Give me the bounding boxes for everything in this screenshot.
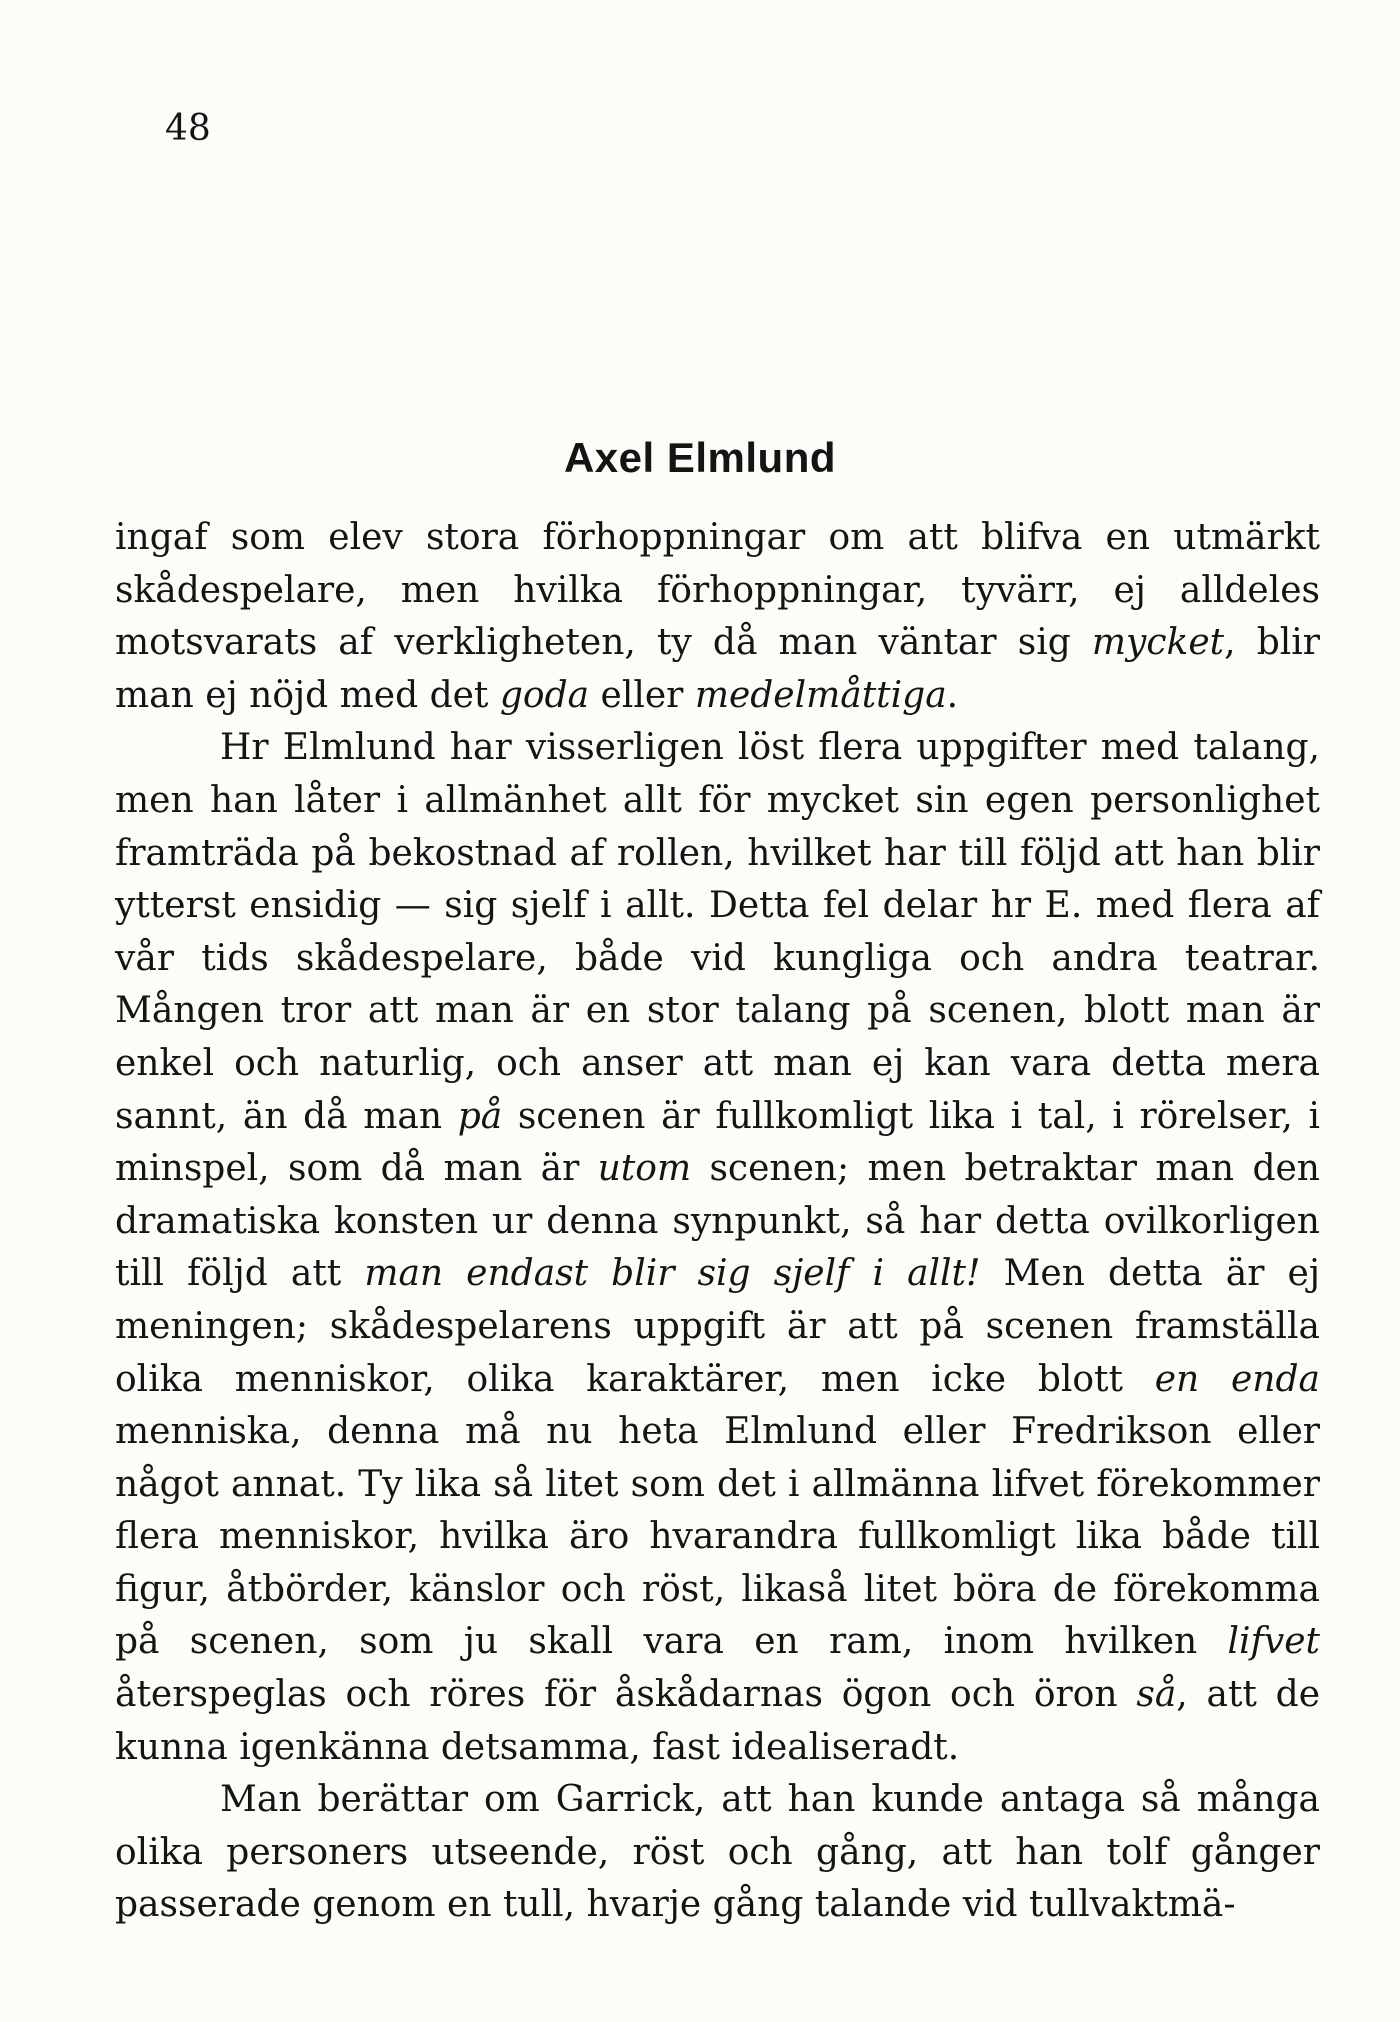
- paragraph: [115, 722, 1320, 1774]
- text-run: ingaf som elev stora förhoppningar om att blifva en utmärkt skådespelare, men hvilka förhoppningar, tyvärr, ej alldeles motsvarats af verkligheten, ty då man väntar sig: [115, 517, 1320, 664]
- italic-text-run: goda: [499, 674, 590, 716]
- text-run: scenen; men betraktar man den dramatiska konsten ur denna synpunkt, så har detta ovilkorligen till följd att: [115, 1148, 1320, 1295]
- text-run: , blir man ej nöjd med det: [115, 622, 1320, 716]
- italic-text-run: utom: [597, 1148, 692, 1190]
- text-run: Men detta är ej meningen; skådespelarens uppgift är att på scenen framställa olika menniskor, olika karaktärer, men icke blott: [115, 1253, 1321, 1400]
- italic-text-run: medelmåttiga: [694, 674, 947, 716]
- text-run: eller: [589, 674, 695, 716]
- text-run: Man berättar om Garrick, att han kunde antaga så många olika personers utseende, röst och gång, att han tolf gånger passerade genom en tull, hvarje gång talande vid tullvaktmä-: [115, 1779, 1320, 1926]
- text-run: menniska, denna må nu heta Elmlund eller Fredrikson eller något annat. Ty lika så litet som det i allmänna lifvet förekommer flera menniskor, hvilka äro hvarandra fullkomligt lika både till figur, åtbörder, känslor och röst, likaså litet böra de förekomma på scenen, som ju skall vara en ram, inom hvilken: [115, 1411, 1320, 1663]
- italic-text-run: en enda: [1154, 1358, 1320, 1400]
- italic-text-run: lifvet: [1227, 1621, 1320, 1663]
- paragraph: [115, 1774, 1320, 1932]
- text-run: återspeglas och röres för åskådarnas ögon och öron: [115, 1674, 1137, 1716]
- section-heading: Axel Elmlund: [563, 434, 837, 482]
- text-run: , att de kunna igenkänna detsamma, fast idealiseradt.: [115, 1674, 1321, 1768]
- page-number: 48: [165, 108, 211, 149]
- text-run: .: [946, 674, 959, 716]
- text-run: scenen är fullkomligt lika i tal, i rörelser, i minspel, som då man är: [115, 1095, 1320, 1190]
- italic-text-run: på: [457, 1095, 503, 1137]
- paragraph: [115, 512, 1320, 722]
- body-text: [115, 512, 1320, 1932]
- italic-text-run: man endast blir sig sjelf i allt!: [364, 1253, 981, 1295]
- text-run: Hr Elmlund har visserligen löst flera uppgifter med talang, men han låter i allmänhet allt för mycket sin egen personlighet framträda på bekostnad af rollen, hvilket har till följd att han blir ytterst ensidig — sig sjelf i allt. Detta fel delar hr E. med flera af vår tids skådespelare, både vid kungliga och andra teatrar. Mången tror att man är en stor talang på scenen, blott man är enkel och naturlig, och anser att man ej kan vara detta mera sannt, än då man: [115, 727, 1320, 1137]
- italic-text-run: så: [1136, 1674, 1177, 1716]
- italic-text-run: mycket: [1091, 622, 1225, 664]
